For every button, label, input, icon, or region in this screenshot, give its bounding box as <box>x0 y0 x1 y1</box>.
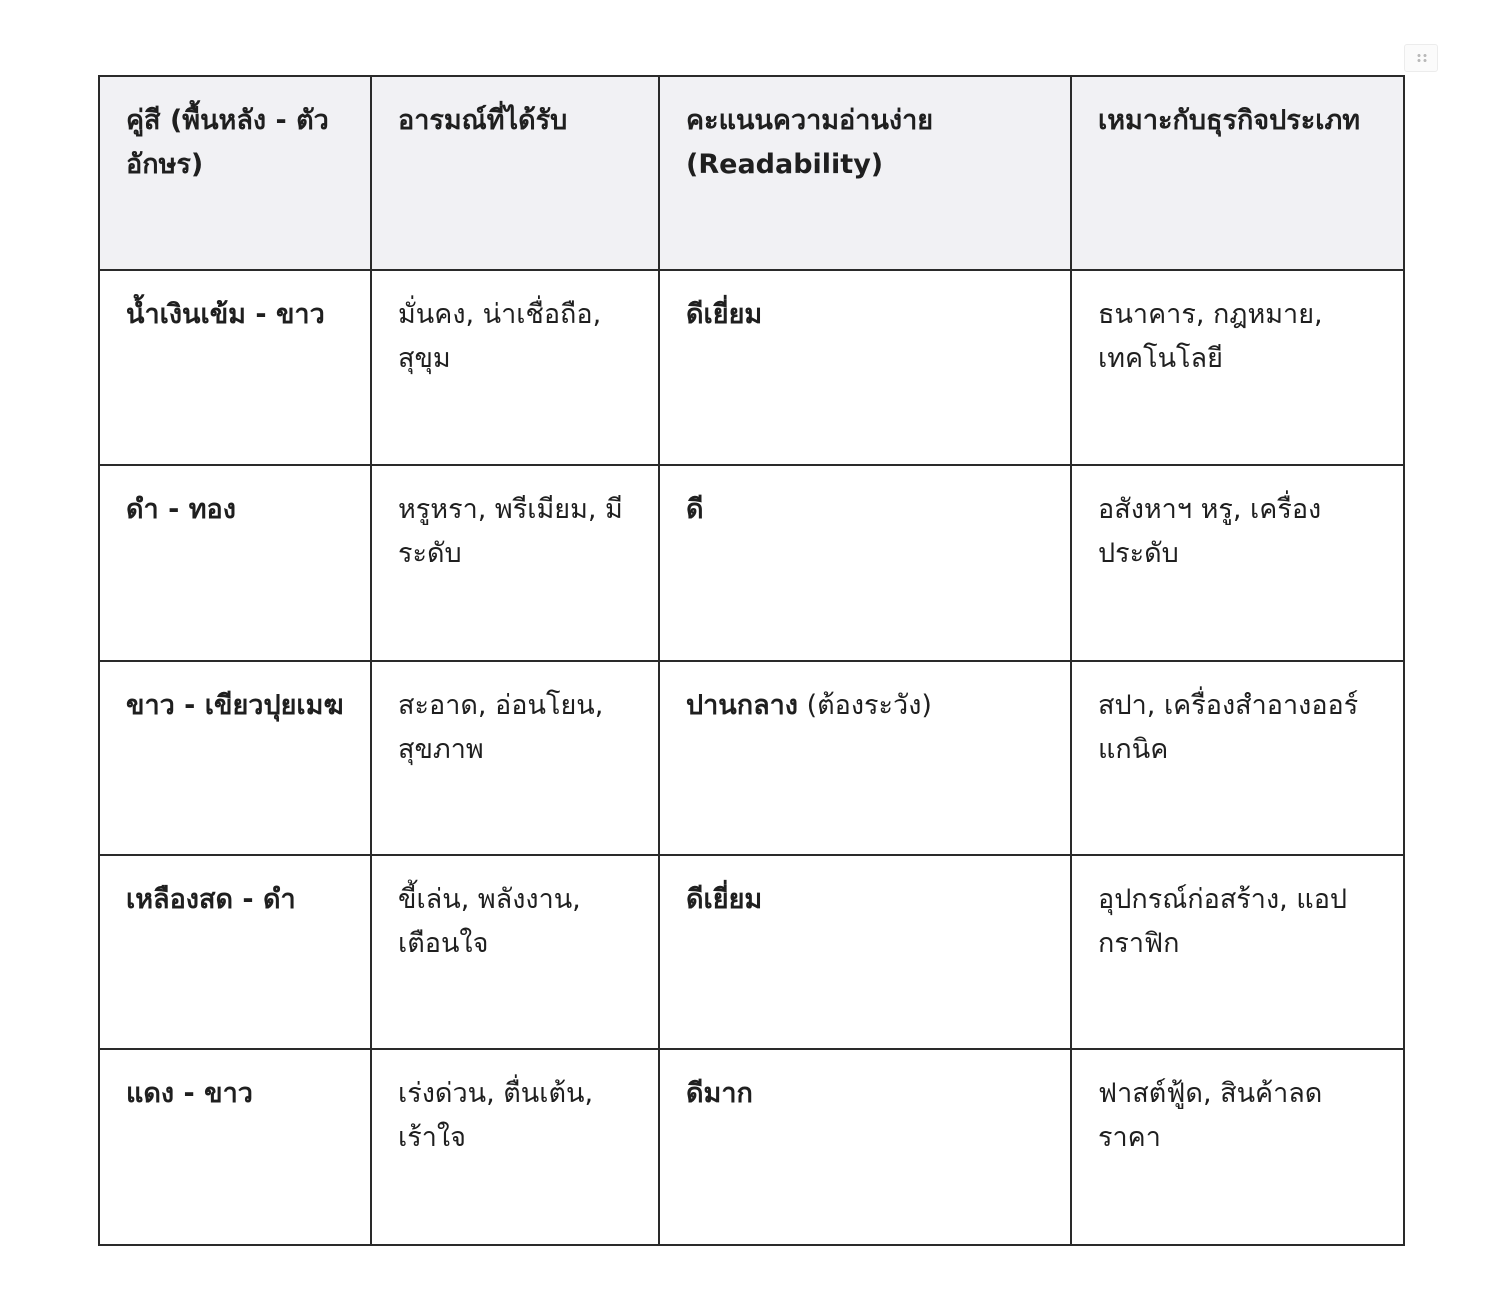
table-row <box>99 270 1404 465</box>
cell-mood: ขี้เล่น, พลังงาน, เตือนใจ <box>371 855 659 1049</box>
cell-mood: หรูหรา, พรีเมียม, มีระดับ <box>371 465 659 661</box>
color-pair-table <box>98 75 1405 1246</box>
readability-score: ดีมาก <box>686 1078 753 1109</box>
table-row <box>99 1049 1404 1245</box>
cell-color-pair: ดำ - ทอง <box>99 465 371 661</box>
cell-color-pair: น้ำเงินเข้ม - ขาว <box>99 270 371 465</box>
cell-readability <box>659 270 1071 465</box>
grip-dots <box>1416 53 1428 63</box>
drag-handle-icon[interactable] <box>1404 44 1438 72</box>
readability-score: ดีเยี่ยม <box>686 884 763 915</box>
cell-business: สปา, เครื่องสำอางออร์แกนิค <box>1071 661 1404 855</box>
readability-score: ปานกลาง <box>686 690 798 721</box>
readability-note: (ต้องระวัง) <box>798 690 932 721</box>
table-row <box>99 465 1404 661</box>
cell-business: ธนาคาร, กฎหมาย, เทคโนโลยี <box>1071 270 1404 465</box>
header-business: เหมาะกับธุรกิจประเภท <box>1071 76 1404 270</box>
readability-score: ดีเยี่ยม <box>686 299 763 330</box>
cell-business: อสังหาฯ หรู, เครื่องประดับ <box>1071 465 1404 661</box>
table-body <box>99 270 1404 1245</box>
cell-readability <box>659 661 1071 855</box>
cell-mood: เร่งด่วน, ตื่นเต้น, เร้าใจ <box>371 1049 659 1245</box>
header-mood: อารมณ์ที่ได้รับ <box>371 76 659 270</box>
table-row <box>99 855 1404 1049</box>
header-readability: คะแนนความอ่านง่าย (Readability) <box>659 76 1071 270</box>
cell-readability <box>659 465 1071 661</box>
header-color-pair: คู่สี (พื้นหลัง - ตัวอักษร) <box>99 76 371 270</box>
table-row <box>99 661 1404 855</box>
cell-color-pair: ขาว - เขียวปุยเมฆ <box>99 661 371 855</box>
cell-mood: สะอาด, อ่อนโยน, สุขภาพ <box>371 661 659 855</box>
cell-color-pair: เหลืองสด - ดำ <box>99 855 371 1049</box>
readability-score: ดี <box>686 494 704 525</box>
cell-readability <box>659 1049 1071 1245</box>
header-row <box>99 76 1404 270</box>
cell-readability <box>659 855 1071 1049</box>
cell-color-pair: แดง - ขาว <box>99 1049 371 1245</box>
table-header <box>99 76 1404 270</box>
cell-business: ฟาสต์ฟู้ด, สินค้าลดราคา <box>1071 1049 1404 1245</box>
cell-business: อุปกรณ์ก่อสร้าง, แอปกราฟิก <box>1071 855 1404 1049</box>
cell-mood: มั่นคง, น่าเชื่อถือ, สุขุม <box>371 270 659 465</box>
